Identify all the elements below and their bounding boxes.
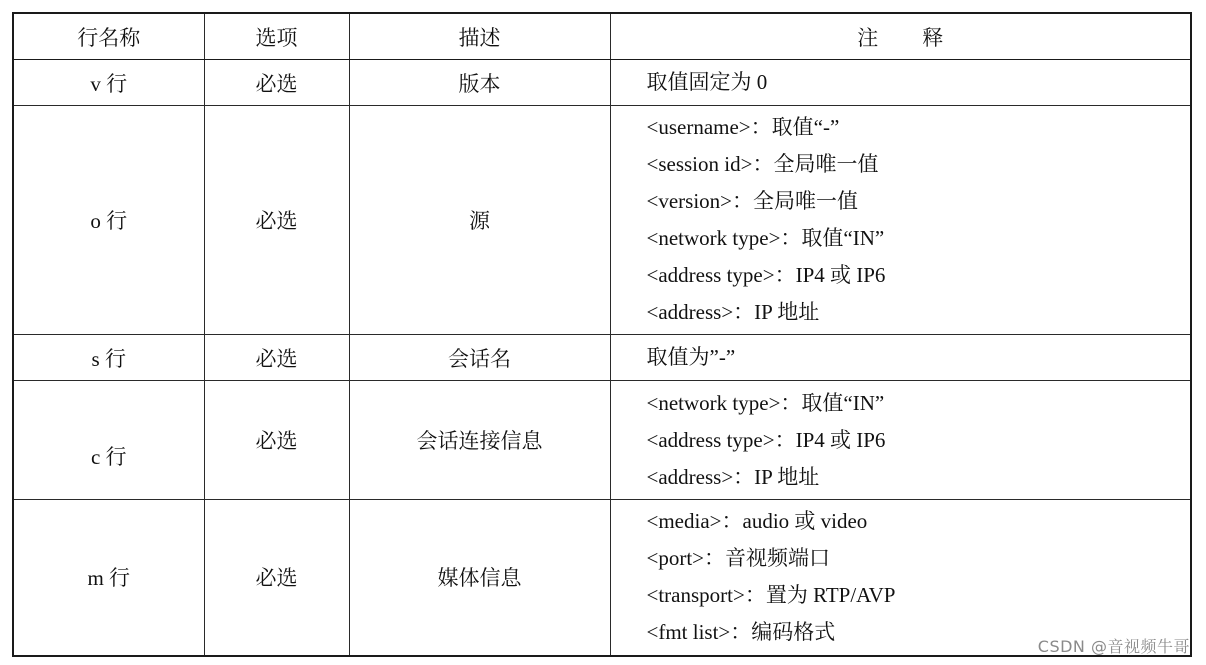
note-line: <transport>：置为 RTP/AVP <box>646 583 896 608</box>
note-line: <session id>：全局唯一值 <box>646 152 879 176</box>
sdp-field-table <box>12 12 1192 657</box>
note-line: <address>：IP 地址 <box>646 300 820 324</box>
row-name: o 行 <box>13 106 204 335</box>
table-row-v <box>13 60 1191 106</box>
row-description: 版本 <box>349 60 610 106</box>
row-notes <box>610 335 1191 381</box>
note-line: 取值固定为 0 <box>646 70 768 94</box>
header-notes-char-2: 释 <box>922 25 944 50</box>
note-line: <address>：IP 地址 <box>646 464 820 489</box>
row-notes <box>610 381 1191 500</box>
row-name: m 行 <box>13 500 204 656</box>
row-description: 源 <box>349 106 610 335</box>
note-line: <network type>：取值“IN” <box>646 226 885 250</box>
header-notes <box>610 13 1191 60</box>
header-row-name: 行名称 <box>13 13 204 60</box>
row-name: v 行 <box>13 60 204 106</box>
table-row-s <box>13 335 1191 381</box>
note-line: <address type>：IP4 或 IP6 <box>646 427 886 452</box>
row-name: s 行 <box>13 335 204 381</box>
row-option: 必选 <box>204 335 349 381</box>
row-description: 会话连接信息 <box>349 381 610 500</box>
row-notes <box>610 500 1191 656</box>
row-option: 必选 <box>204 60 349 106</box>
note-line: <username>：取值“-” <box>646 115 840 139</box>
note-line: <address type>：IP4 或 IP6 <box>646 263 886 287</box>
note-line: <media>：audio 或 video <box>646 509 868 534</box>
row-name: c 行 <box>13 381 204 500</box>
table-row-c <box>13 381 1191 500</box>
note-line: <port>：音视频端口 <box>646 546 831 571</box>
table-row-m <box>13 500 1191 656</box>
row-notes <box>610 60 1191 106</box>
table-row-o <box>13 106 1191 335</box>
row-option: 必选 <box>204 106 349 335</box>
note-line: <network type>：取值“IN” <box>646 390 885 415</box>
row-notes <box>610 106 1191 335</box>
header-option: 选项 <box>204 13 349 60</box>
row-description: 媒体信息 <box>349 500 610 656</box>
row-description: 会话名 <box>349 335 610 381</box>
note-line: <version>：全局唯一值 <box>646 189 859 213</box>
table-header-row <box>13 13 1191 60</box>
header-description: 描述 <box>349 13 610 60</box>
watermark: CSDN @音视频牛哥 <box>1037 637 1190 656</box>
row-option: 必选 <box>204 381 349 500</box>
row-option: 必选 <box>204 500 349 656</box>
header-notes-char-1: 注 <box>857 25 879 50</box>
note-line: 取值为”-” <box>646 345 736 369</box>
note-line: <fmt list>：编码格式 <box>646 620 836 645</box>
